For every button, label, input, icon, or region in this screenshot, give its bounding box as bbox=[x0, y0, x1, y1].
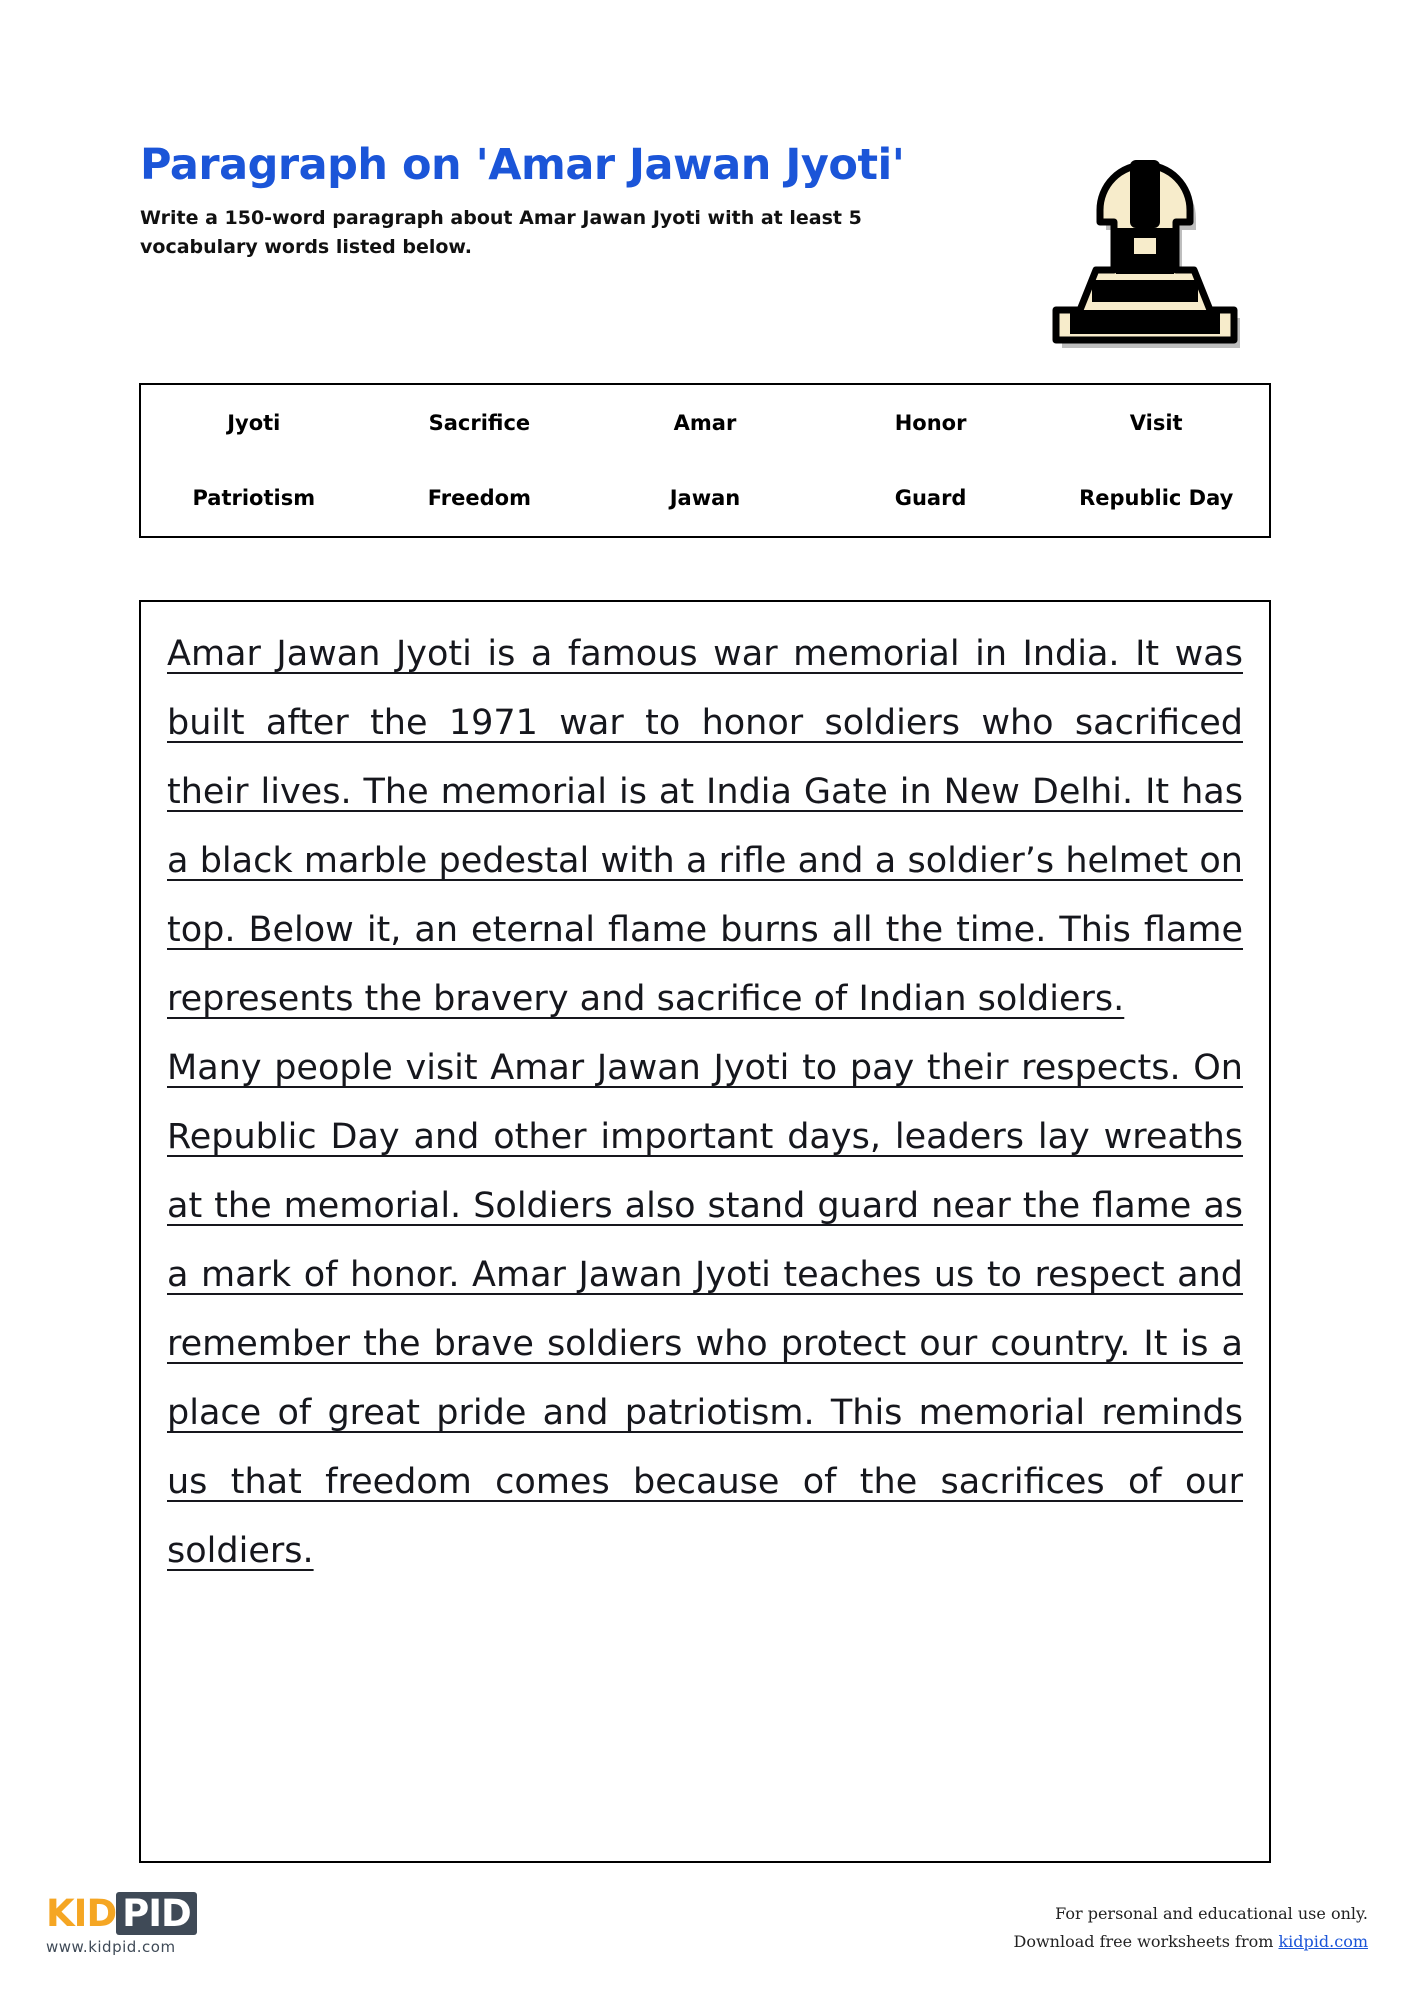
answer-box[interactable] bbox=[139, 600, 1271, 1863]
vocab-word: Sacrifice bbox=[428, 410, 531, 435]
page-title: Paragraph on 'Amar Jawan Jyoti' bbox=[140, 140, 905, 190]
logo-text-pid: PID bbox=[116, 1892, 197, 1935]
footer-note-prefix: Download free worksheets from bbox=[1013, 1932, 1279, 1951]
vocab-word: Honor bbox=[894, 410, 967, 435]
vocab-word: Jawan bbox=[669, 486, 741, 511]
instructions-text: Write a 150-word paragraph about Amar Jawan Jyoti with at least 5 vocabulary words listed below. bbox=[140, 207, 862, 259]
memorial-monument-icon bbox=[1030, 120, 1260, 350]
answer-text bbox=[167, 620, 1243, 1655]
footer-note bbox=[1014, 1900, 1369, 1956]
vocab-word: Amar bbox=[673, 410, 737, 435]
vocabulary-grid bbox=[141, 385, 1269, 536]
footer-note-line1: For personal and educational use only. bbox=[1055, 1904, 1368, 1923]
footer-note-link[interactable]: kidpid.com bbox=[1278, 1932, 1368, 1951]
vocab-word: Jyoti bbox=[227, 410, 281, 435]
vocab-word: Patriotism bbox=[192, 486, 316, 511]
logo-text-kid: KID bbox=[46, 1892, 117, 1935]
vocab-word: Visit bbox=[1129, 410, 1183, 435]
footer-note-line2 bbox=[1014, 1928, 1369, 1956]
vocab-word: Republic Day bbox=[1079, 486, 1234, 511]
logo-website-url: www.kidpid.com bbox=[46, 1938, 176, 1956]
vocab-word: Freedom bbox=[427, 486, 531, 511]
worksheet-header bbox=[140, 140, 1040, 263]
kidpid-logo bbox=[46, 1892, 266, 1956]
answer-paragraph-2: Many people visit Amar Jawan Jyoti to pay their respects. On Republic Day and other important days, leaders lay wreaths at the memorial. Soldiers also stand guard near the flame as a mark of honor. Amar Jawan Jyoti teaches us to respect and remember the brave soldiers who protect our country. It is a place of great pride and patriotism. This memorial reminds us that freedom comes because of the sacrifices of our soldiers. bbox=[167, 1048, 1243, 1571]
vocab-word: Guard bbox=[894, 486, 967, 511]
answer-paragraph-1: Amar Jawan Jyoti is a famous war memorial in India. It was built after the 1971 war to honor soldiers who sacrificed their lives. The memorial is at India Gate in New Delhi. It has a black marble pedestal with a rifle and a soldier’s helmet on top. Below it, an eternal flame burns all the time. This flame represents the bravery and sacrifice of Indian soldiers. bbox=[167, 634, 1243, 1019]
vocabulary-box bbox=[139, 383, 1271, 538]
